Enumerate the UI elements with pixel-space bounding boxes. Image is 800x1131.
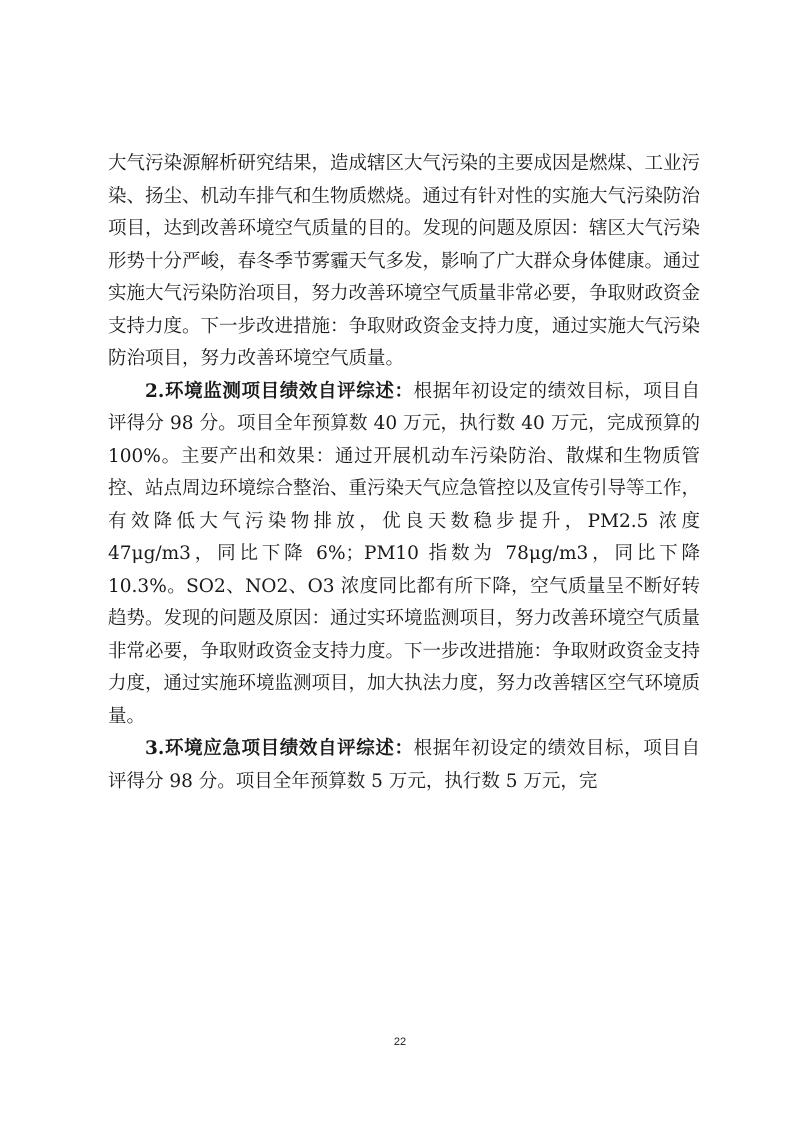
page-number: 22 [393, 1036, 407, 1048]
paragraph-text: 根据年初设定的绩效目标，项目自评得分 98 分。项目全年预算数 40 万元，执行数 40 万元，完成预算的 100%。主要产出和效果：通过开展机动车污染防治、散煤和生物质管控、站点周边环境综合整治、重污染天气应急管控以及宣传引导等工作，有效降低大气污染物排放，优良天数稳步提升，PM2.5 浓度 47μg/m3，同比下降 6%；PM10 指数为 78μg/m3，同比下降 10.3%。SO2、NO2、O3 浓度同比都有所下降，空气质量呈不断好转趋势。发现的问题及原因：通过实环境监测项目，努力改善环境空气质量非常必要，争取财政资金支持力度。下一步改进措施：争取财政资金支持力度，通过实施环境监测项目，加大执法力度，努力改善辖区空气环境质量。 [108, 380, 701, 727]
section-heading-environment-emergency: 3.环境应急项目绩效自评综述： [145, 738, 414, 759]
section-heading-environment-monitoring: 2.环境监测项目绩效自评综述： [145, 380, 414, 402]
paragraph-environment-emergency [108, 733, 700, 798]
paragraph-environment-monitoring [108, 376, 700, 734]
paragraph-text: 根据年初设定的绩效目标，项目自评得分 98 分。项目全年预算数 5 万元，执行数 5 万元，完 [108, 738, 700, 792]
paragraph-text: 大气污染源解析研究结果，造成辖区大气污染的主要成因是燃煤、工业污染、扬尘、机动车排气和生物质燃烧。通过有针对性的实施大气污染防治项目，达到改善环境空气质量的目的。发现的问题及原因：辖区大气污染形势十分严峻，春冬季节雾霾天气多发，影响了广大群众身体健康。通过实施大气污染防治项目，努力改善环境空气质量非常必要，争取财政资金支持力度。下一步改进措施：争取财政资金支持力度，通过实施大气污染防治项目，努力改善环境空气质量。 [108, 153, 701, 369]
document-body [108, 148, 700, 798]
paragraph-air-pollution [108, 148, 700, 376]
